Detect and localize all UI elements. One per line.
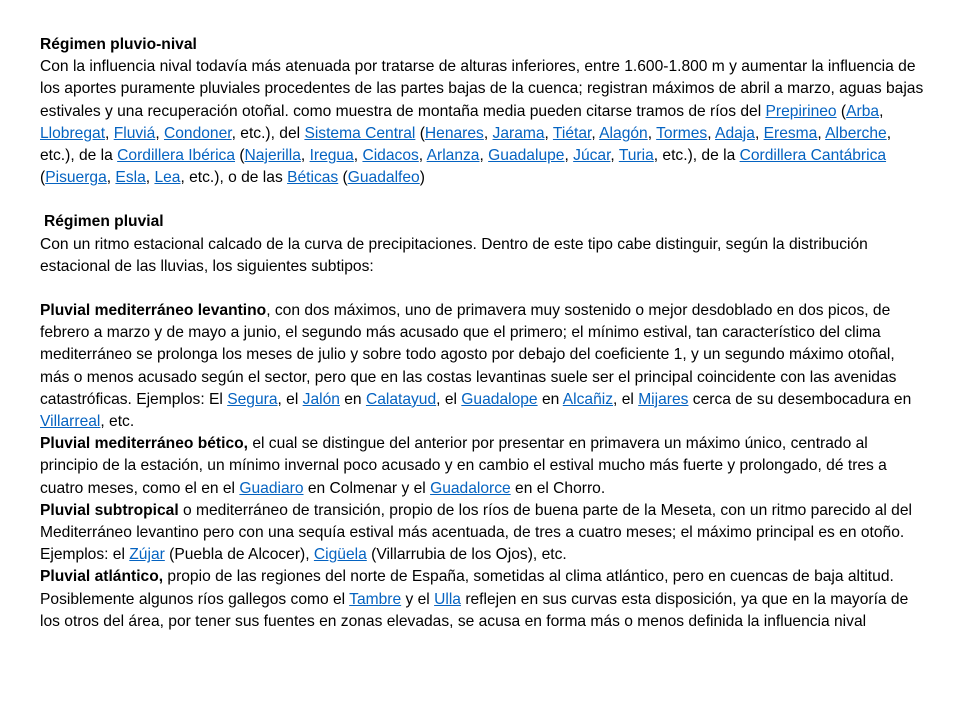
heading-pluvial: Régimen pluvial <box>44 213 164 231</box>
link-najerilla[interactable]: Najerilla <box>244 147 301 165</box>
link-eresma[interactable]: Eresma <box>763 124 818 142</box>
link-calatayud[interactable]: Calatayud <box>365 390 437 408</box>
text-run: , el <box>277 390 303 408</box>
link-guadiaro[interactable]: Guadiaro <box>239 479 304 497</box>
link-jalon[interactable]: Jalón <box>302 390 340 408</box>
text-run: , etc. <box>100 413 135 431</box>
text-run: , etc.), de la <box>653 147 740 165</box>
link-villarreal[interactable]: Villarreal <box>40 413 101 431</box>
link-condoner[interactable]: Condoner <box>163 124 232 142</box>
text-run: propio de las regiones del norte de España, sometidas al clima atlántico, pero en cuencas de baja altitud. Posiblemente algunos ríos gallegos como el <box>40 568 894 608</box>
text-run: en Colmenar y el <box>303 479 431 497</box>
link-adaja[interactable]: Adaja <box>715 124 755 142</box>
paragraph-gap <box>40 189 926 211</box>
link-ulla[interactable]: Ulla <box>434 590 461 608</box>
link-tormes[interactable]: Tormes <box>656 124 708 142</box>
text-run: en <box>339 390 366 408</box>
link-fluvia[interactable]: Fluviá <box>113 124 156 142</box>
paragraph-betico <box>40 433 926 500</box>
link-zujar[interactable]: Zújar <box>129 546 165 564</box>
link-guadalupe[interactable]: Guadalupe <box>488 147 565 165</box>
text-run: el cual se distingue del anterior por presentar en primavera un máximo único, centrado al principio de la estación, un mínimo invernal poco acusado y en cambio el estival mucho más fuerte y prolongado, dé tres a cuatro meses, como el en el <box>40 435 887 497</box>
text-run: cerca de su desembocadura en <box>688 390 912 408</box>
link-segura[interactable]: Segura <box>227 390 278 408</box>
link-guadalorce[interactable]: Guadalorce <box>430 479 511 497</box>
text-run: reflejen en sus curvas esta disposición, ya que en la mayoría de los otros del área, por tener sus fuentes en zonas elevadas, se acusa en forma más o menos definida la influencia nival <box>40 590 909 630</box>
link-alberche[interactable]: Alberche <box>825 124 887 142</box>
link-arba[interactable]: Arba <box>846 102 880 120</box>
text-run: ( <box>836 102 847 120</box>
term-subtropical: Pluvial subtropical <box>40 501 179 519</box>
link-pisuerga[interactable]: Pisuerga <box>45 169 107 187</box>
link-turia[interactable]: Turia <box>618 147 654 165</box>
link-cordillera-iberica[interactable]: Cordillera Ibérica <box>117 147 236 165</box>
text-run: o mediterráneo de transición, propio de los ríos de buena parte de la Meseta, con un ritmo parecido al del Mediterráneo levantino pero con una sequía estival más acentuada, de tres a cuatro meses; el máximo principal es en otoño. Ejemplos: el <box>40 501 912 564</box>
paragraph-pluvial: Con un ritmo estacional calcado de la curva de precipitaciones. Dentro de este tipo cabe distinguir, según la distribución estacional de las lluvias, los siguientes subtipos: <box>40 235 868 275</box>
text-run: (Puebla de Alcocer), <box>164 546 314 564</box>
text-run: , con dos máximos, uno de primavera muy sostenido o mejor desdoblado en dos picos, de febrero a marzo y de mayo a junio, el segundo más acusado que el primero; el mínimo estival, tan característico del clima mediterráneo se prolonga los meses de julio y sobre todo agosto por debajo del coeficiente 1, y un segundo máximo otoñal, más o menos acusado según el sector, pero que en las costas levantinas suele ser el principal coincidente con las avenidas catastróficas. Ejemplos: El <box>40 302 897 408</box>
link-sistema-central[interactable]: Sistema Central <box>304 124 416 142</box>
text-run: , etc.), del <box>231 124 305 142</box>
link-alcaniz[interactable]: Alcañiz <box>562 390 614 408</box>
term-betico: Pluvial mediterráneo bético, <box>40 435 248 453</box>
text-run: Con la influencia nival todavía más atenuada por tratarse de alturas inferiores, entre 1.600-1.800 m y aumentar la influencia de los aportes puramente pluviales procedentes de las partes bajas de la cuenca; registran máximos de abril a marzo, aguas bajas estivales y una recuperación otoñal. como muestra de montaña media pueden citarse tramos de ríos del <box>40 58 924 120</box>
term-levantino: Pluvial mediterráneo levantino <box>40 302 267 320</box>
heading-pluvio-nival: Régimen pluvio-nival <box>40 36 197 53</box>
text-run: ) <box>419 169 425 187</box>
link-ciguela[interactable]: Cigüela <box>313 546 367 564</box>
link-lea[interactable]: Lea <box>154 169 181 187</box>
link-jarama[interactable]: Jarama <box>492 124 545 142</box>
document-body <box>40 34 926 633</box>
link-llobregat[interactable]: Llobregat <box>40 124 106 142</box>
link-prepirineo[interactable]: Prepirineo <box>765 102 837 120</box>
link-guadalfeo[interactable]: Guadalfeo <box>347 169 420 187</box>
text-run: , etc.), o de las <box>180 169 288 187</box>
paragraph-atlantico <box>40 566 926 633</box>
link-arlanza[interactable]: Arlanza <box>426 147 480 165</box>
link-cidacos[interactable]: Cidacos <box>362 147 419 165</box>
link-cordillera-cantabrica[interactable]: Cordillera Cantábrica <box>739 147 887 165</box>
link-guadalope[interactable]: Guadalope <box>461 390 538 408</box>
link-beticas[interactable]: Béticas <box>287 169 339 187</box>
paragraph-gap <box>40 278 926 300</box>
paragraph-pluvio-nival: Con la influencia nival todavía más atenuada por tratarse de alturas inferiores, entre 1.600-1.800 m y aumentar la influencia de los aportes puramente pluviales procedentes de las partes bajas de la cuenca; registran máximos de abril a marzo, aguas bajas estivales y una recuperación otoñal. como muestra de montaña media pueden citarse tramos de ríos del Prepirineo (Arba, Llobregat, Fluviá, Condoner, etc.), del Sistema Central (Henares, Jarama, Tiétar, Alagón, Tormes, Adaja, Eresma, Alberche, etc.), de la Cordillera Ibérica (Najerilla, Iregua, Cidacos, Arlanza, Guadalupe, Júcar, Turia, etc.), de la Cordillera Cantábrica (Pisuerga, Esla, Lea, etc.), o de las Béticas (Guadalfeo) <box>40 58 924 187</box>
text-run: (Villarrubia de los Ojos), etc. <box>366 546 567 564</box>
text-run: en el Chorro. <box>510 479 606 497</box>
term-atlantico: Pluvial atlántico, <box>40 568 164 586</box>
text-run: y el <box>401 590 435 608</box>
link-jucar[interactable]: Júcar <box>573 147 611 165</box>
link-tietar[interactable]: Tiétar <box>552 124 592 142</box>
link-tambre[interactable]: Tambre <box>349 590 402 608</box>
link-esla[interactable]: Esla <box>115 169 146 187</box>
text-run: , etc.), de la <box>40 124 892 165</box>
link-mijares[interactable]: Mijares <box>638 390 689 408</box>
link-henares[interactable]: Henares <box>424 124 484 142</box>
paragraph-levantino: Pluvial mediterráneo levantino, con dos máximos, uno de primavera muy sostenido o mejor desdoblado en dos picos, de febrero a marzo y de mayo a junio, el segundo más acusado que el primero; el mínimo estival, tan característico del clima mediterráneo se prolonga los meses de julio y sobre todo agosto por debajo del coeficiente 1, y un segundo máximo otoñal, más o menos acusado según el sector, pero que en las costas levantinas suele ser el principal coincidente con las avenidas catastróficas. Ejemplos: El Segura, el Jalón en Calatayud, el Guadalope en Alcañiz, el Mijares cerca de su desembocadura en Villarreal, etc. <box>40 302 912 431</box>
link-iregua[interactable]: Iregua <box>309 147 354 165</box>
link-alagon[interactable]: Alagón <box>599 124 648 142</box>
paragraph-subtropical <box>40 500 926 567</box>
